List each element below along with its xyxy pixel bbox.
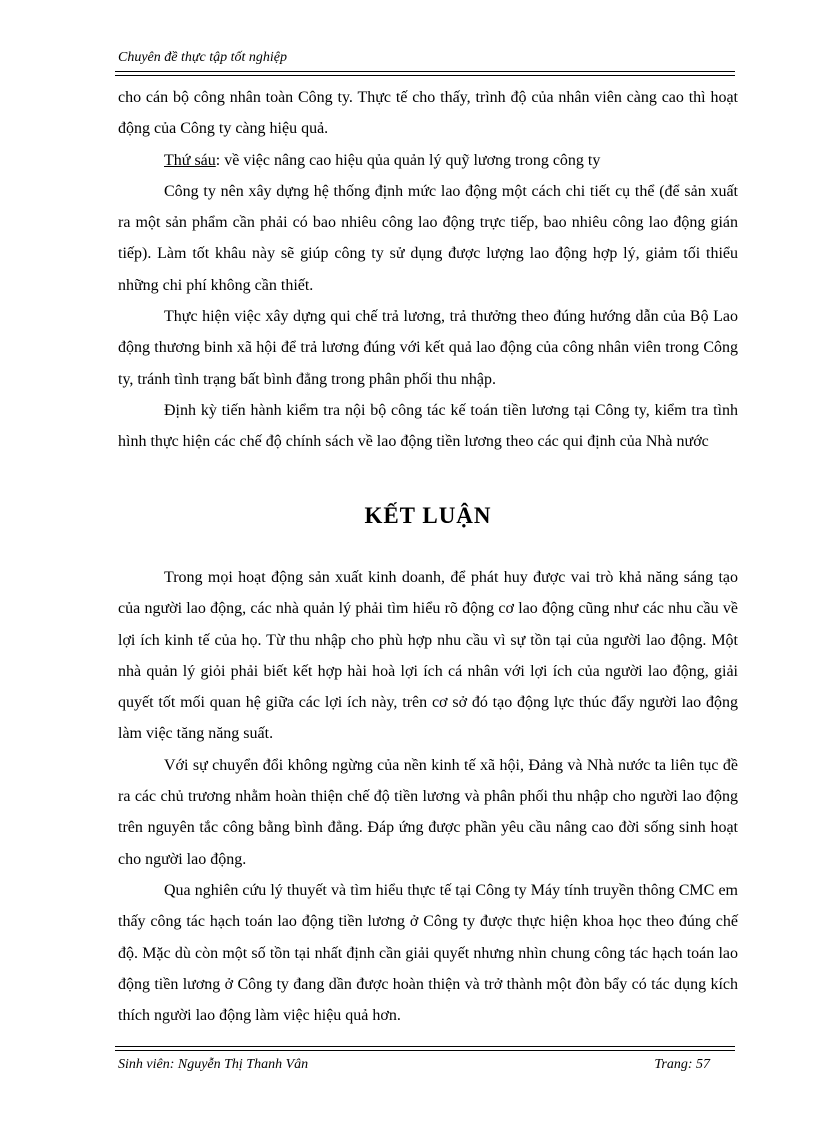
paragraph: cho cán bộ công nhân toàn Công ty. Thực tế cho thấy, trình độ của nhân viên càng cao thì hoạt động của Công ty càng hiệu quả. <box>118 89 738 138</box>
paragraph: Định kỳ tiến hành kiểm tra nội bộ công tác kế toán tiền lương tại Công ty, kiểm tra tình hình thực hiện các chế độ chính sách về lao động tiền lương theo các qui định của Nhà nước <box>118 401 738 451</box>
section-body <box>118 82 738 458</box>
thu-sau-label: Thứ sáu <box>164 151 216 169</box>
conclusion-body <box>118 562 738 1031</box>
footer <box>118 1057 710 1073</box>
conclusion-title: KẾT LUẬN <box>364 503 492 528</box>
paragraph: Công ty nên xây dựng hệ thống định mức lao động một cách chi tiết cụ thể (để sản xuất ra một sản phẩm cần phải có bao nhiêu công lao động trực tiếp, bao nhiêu công lao động gián tiếp). Làm tốt khâu này sẽ giúp công ty sử dụng được lượng lao động hợp lý, giảm tối thiểu những chi phí không cần thiết. <box>118 182 738 294</box>
paragraph: Qua nghiên cứu lý thuyết và tìm hiểu thực tế tại Công ty Máy tính truyền thông CMC em thấy công tác hạch toán lao động tiền lương ở Công ty được thực hiện khoa học theo đúng chế độ. Mặc dù còn một số tồn tại nhất định cần giải quyết nhưng nhìn chung công tác hạch toán lao động tiền lương ở Công ty đang dần được hoàn thiện và trở thành một đòn bẩy có tác dụng kích thích người lao động làm việc hiệu quả hơn. <box>118 881 738 1025</box>
paragraph: Trong mọi hoạt động sản xuất kinh doanh, để phát huy được vai trò khả năng sáng tạo của người lao động, các nhà quản lý phải tìm hiểu rõ động cơ lao động cũng như các nhu cầu về lợi ích kinh tế của họ. Từ thu nhập cho phù hợp nhu cầu vì sự tồn tại của người lao động. Một nhà quản lý giỏi phải biết kết hợp hài hoà lợi ích cá nhân với lợi ích của người lao động, giải quyết tốt mối quan hệ giữa các lợi ích này, trên cơ sở đó tạo động lực thúc đẩy người lao động làm việc tăng năng suất. <box>118 569 738 743</box>
footer-rule-bottom <box>115 1050 735 1051</box>
paragraph: Với sự chuyển đổi không ngừng của nền kinh tế xã hội, Đảng và Nhà nước ta liên tục đề ra các chủ trương nhằm hoàn thiện chế độ tiền lương và phân phối thu nhập cho người lao động trên nguyên tắc công bằng bình đẳng. Đáp ứng được phần yêu cầu nâng cao đời sống sinh hoạt cho người lao động. <box>118 756 738 868</box>
thu-sau-text: : về việc nâng cao hiệu qủa quản lý quỹ lương trong công ty <box>215 151 601 169</box>
paragraph-thu-sau <box>118 145 738 176</box>
header-rule-top <box>115 71 735 72</box>
page-number: Trang: 57 <box>654 1057 710 1072</box>
footer-rule-top <box>115 1046 735 1047</box>
header-rule-bottom <box>115 75 735 76</box>
header-title: Chuyên đề thực tập tốt nghiệp <box>118 50 287 65</box>
student-name: Sinh viên: Nguyễn Thị Thanh Vân <box>118 1057 309 1072</box>
paragraph: Thực hiện việc xây dựng qui chế trả lương, trả thưởng theo đúng hướng dẫn của Bộ Lao động thương binh xã hội để trả lương đúng với kết quả lao động của công nhân viên trong Công ty, tránh tình trạng bất bình đẳng trong phân phối thu nhập. <box>118 308 738 388</box>
